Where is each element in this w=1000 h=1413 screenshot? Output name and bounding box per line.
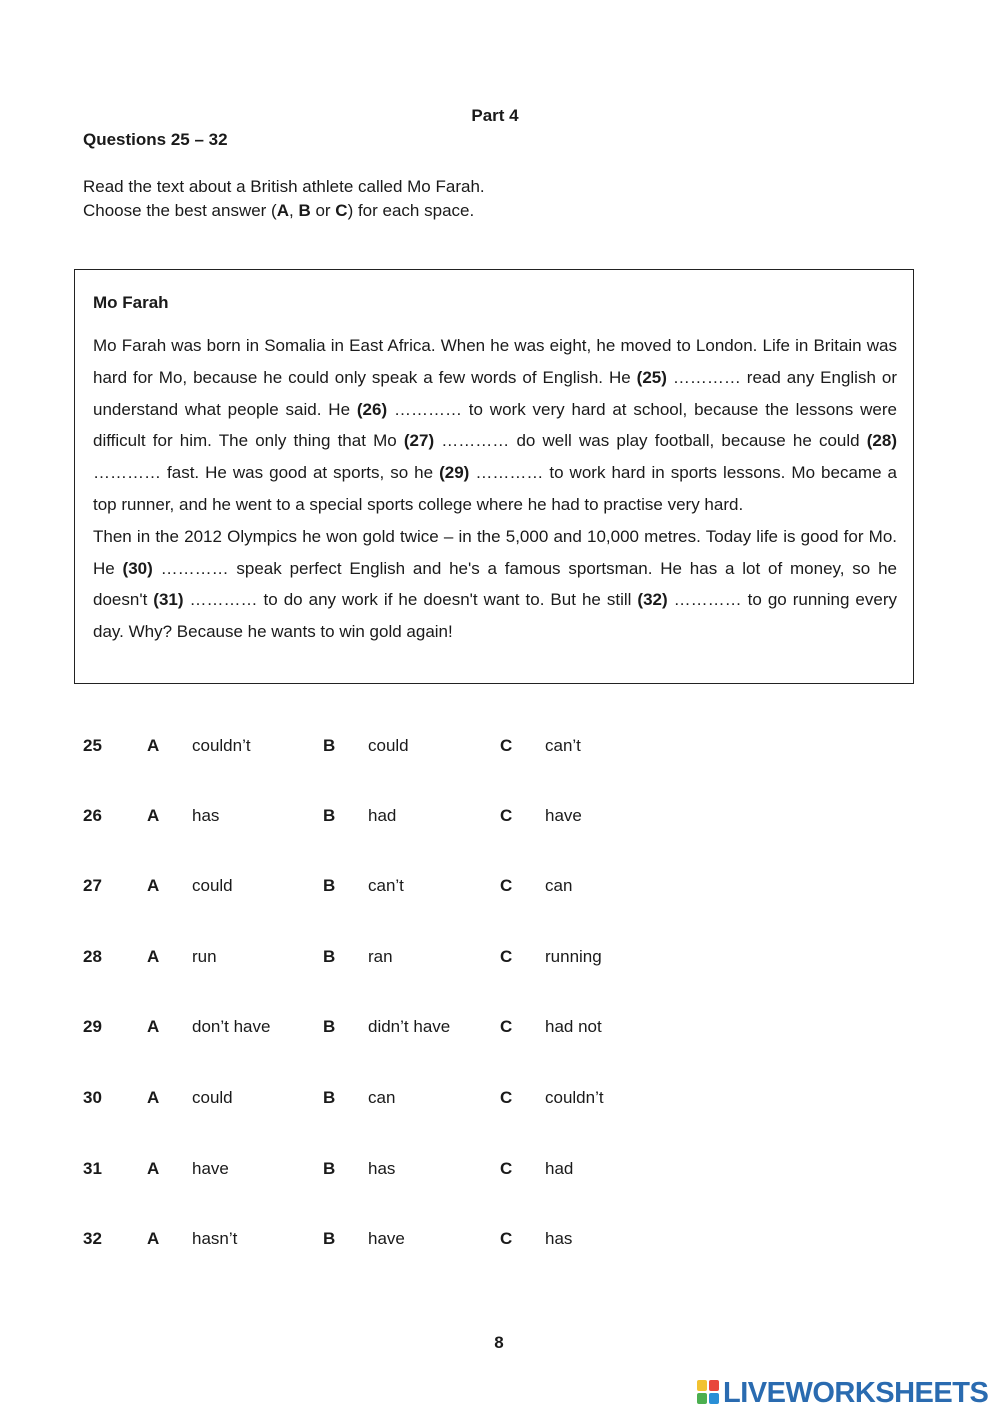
passage-text-segment: Mo Farah was born in Somalia in East Africa. When he was eight, he moved to London. Life in Britain was hard for Mo, because he could only speak a few words of English. He <box>93 336 897 387</box>
logo-block-icon <box>709 1393 719 1404</box>
option-letter-a: A <box>147 1229 160 1248</box>
option-b[interactable]: didn’t have <box>368 1017 451 1036</box>
passage-text-segment: ………… to work very hard at school, because the lessons were difficult for him. The only thing that Mo <box>93 399 897 451</box>
passage-text-segment: ………… to work hard in sports lessons. Mo became a top runner, and he went to a special sports college where he had to practise very hard. <box>93 463 897 514</box>
option-letter-b: B <box>323 736 336 755</box>
option-letter-c: C <box>500 1159 513 1178</box>
option-letter-b: B <box>323 1229 336 1248</box>
option-c[interactable]: can’t <box>545 736 581 755</box>
instruction-text: ) for each space. <box>347 201 475 220</box>
question-number: 32 <box>83 1229 102 1248</box>
option-c[interactable]: couldn’t <box>545 1088 604 1107</box>
questions-range-title: Questions 25 – 32 <box>83 130 228 149</box>
option-letter-b: B <box>323 876 336 895</box>
option-letter-b: B <box>323 1088 336 1107</box>
liveworksheets-logo-icon <box>697 1380 721 1406</box>
option-a[interactable]: have <box>192 1159 229 1178</box>
option-a[interactable]: has <box>192 806 220 825</box>
option-letter-a: A <box>147 806 160 825</box>
passage-text <box>93 330 897 648</box>
liveworksheets-logo[interactable] <box>697 1376 988 1410</box>
passage-text-segment: ………… read any English or understand what people said. He <box>93 367 897 419</box>
question-number: 26 <box>83 806 102 825</box>
part-title: Part 4 <box>471 106 519 125</box>
instruction-letter-a: A <box>276 201 289 220</box>
instruction-line-1: Read the text about a British athlete called Mo Farah. <box>83 177 485 196</box>
option-a[interactable]: don’t have <box>192 1017 271 1036</box>
option-letter-a: A <box>147 947 160 966</box>
option-a[interactable]: could <box>192 876 233 895</box>
option-c[interactable]: has <box>545 1229 573 1248</box>
option-a[interactable]: couldn’t <box>192 736 251 755</box>
option-c[interactable]: had <box>545 1159 574 1178</box>
option-letter-b: B <box>323 1017 336 1036</box>
option-b[interactable]: has <box>368 1159 396 1178</box>
option-a[interactable]: run <box>192 947 217 966</box>
passage-text-segment: Then in the 2012 Olympics he won gold twice – in the 5,000 and 10,000 metres. Today life is good for Mo. He <box>93 526 897 578</box>
option-letter-b: B <box>323 947 336 966</box>
passage-paragraph-2 <box>93 521 897 648</box>
gap-marker-26: (26) <box>356 399 388 419</box>
option-b[interactable]: ran <box>368 947 393 966</box>
passage-title: Mo Farah <box>93 293 169 312</box>
instruction-text: , <box>289 201 299 220</box>
option-b[interactable]: can <box>368 1088 396 1107</box>
option-a[interactable]: hasn’t <box>192 1229 238 1248</box>
option-b[interactable]: can’t <box>368 876 404 895</box>
instruction-text: or <box>310 201 336 220</box>
gap-marker-28: (28) <box>866 431 897 451</box>
option-letter-c: C <box>500 947 513 966</box>
question-number: 28 <box>83 947 102 966</box>
option-letter-b: B <box>323 806 336 825</box>
instruction-text: Choose the best answer ( <box>83 201 277 220</box>
option-letter-c: C <box>500 1017 513 1036</box>
passage-text-segment: ………… to do any work if he doesn't want to. But he still <box>183 590 638 610</box>
passage-text-segment: ………… speak perfect English and he's a famous sportsman. He has a lot of money, so he doesn't <box>93 558 897 610</box>
option-letter-a: A <box>147 1088 160 1107</box>
question-number: 30 <box>83 1088 102 1107</box>
page-number: 8 <box>494 1333 504 1352</box>
option-c[interactable]: have <box>545 806 582 825</box>
option-a[interactable]: could <box>192 1088 233 1107</box>
option-letter-a: A <box>147 1017 160 1036</box>
option-letter-a: A <box>147 736 160 755</box>
question-number: 25 <box>83 736 102 755</box>
option-letter-c: C <box>500 736 513 755</box>
passage-text-segment: ………… do well was play football, because he could <box>434 431 867 451</box>
option-letter-c: C <box>500 806 513 825</box>
instruction-line-2 <box>83 201 474 221</box>
logo-text: LIVEWORKSHEETS <box>723 1376 989 1409</box>
instruction-letter-c: C <box>335 201 348 220</box>
instruction-letter-b: B <box>298 201 311 220</box>
option-letter-a: A <box>147 1159 160 1178</box>
option-letter-b: B <box>323 1159 336 1178</box>
logo-block-icon <box>709 1380 719 1391</box>
passage-paragraph-1 <box>93 330 897 521</box>
option-b[interactable]: have <box>368 1229 405 1248</box>
option-letter-c: C <box>500 876 513 895</box>
passage-text-segment: ………… to go running every day. Why? Because he wants to win gold again! <box>93 590 898 642</box>
gap-marker-27: (27) <box>403 431 435 451</box>
option-b[interactable]: had <box>368 806 397 825</box>
logo-block-icon <box>697 1393 707 1404</box>
option-c[interactable]: running <box>545 947 602 966</box>
gap-marker-30: (30) <box>122 558 153 578</box>
option-letter-c: C <box>500 1088 513 1107</box>
question-number: 29 <box>83 1017 102 1036</box>
option-b[interactable]: could <box>368 736 409 755</box>
option-letter-c: C <box>500 1229 513 1248</box>
gap-marker-31: (31) <box>153 590 184 610</box>
passage-text-segment: ………… fast. He was good at sports, so he <box>93 463 440 483</box>
gap-marker-29: (29) <box>439 463 470 483</box>
gap-marker-25: (25) <box>636 367 667 387</box>
option-letter-a: A <box>147 876 160 895</box>
option-c[interactable]: had not <box>545 1017 602 1036</box>
question-number: 31 <box>83 1159 102 1178</box>
gap-marker-32: (32) <box>637 590 668 610</box>
question-number: 27 <box>83 876 102 895</box>
logo-block-icon <box>697 1380 707 1391</box>
option-c[interactable]: can <box>545 876 573 895</box>
